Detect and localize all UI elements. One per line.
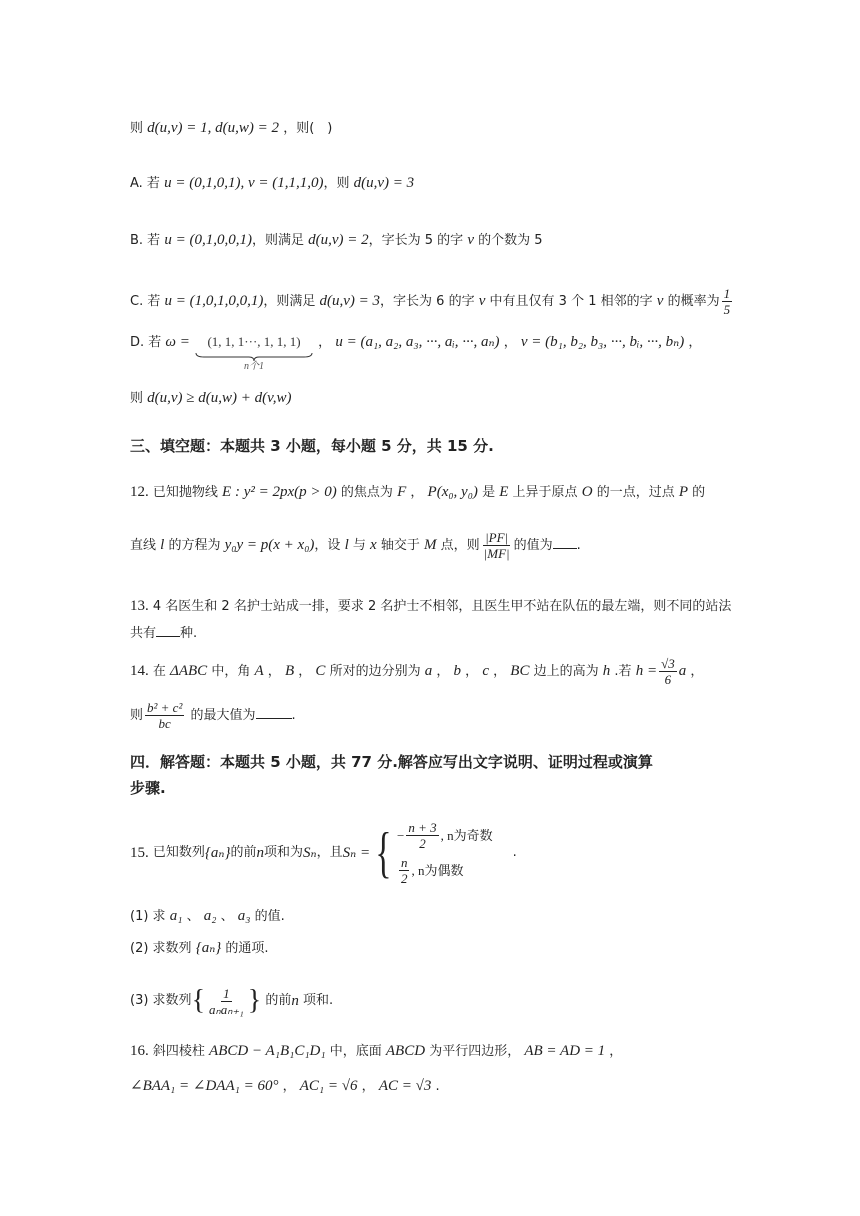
q12-text2: 的焦点为	[340, 485, 393, 500]
q14-fraction2	[145, 700, 184, 731]
q14-text5: 所对的边分别为	[329, 664, 421, 679]
q12-math11: M	[424, 537, 437, 553]
q14-text3: ，	[267, 664, 281, 679]
left-curly-icon: {	[191, 985, 206, 1016]
q16-math4: ∠BAA₁ = ∠DAA₁ = 60°	[130, 1078, 279, 1094]
q16-text4: ，	[609, 1044, 623, 1059]
option-c-frac-num: 1	[723, 286, 731, 301]
q16-text2: 中，底面	[329, 1044, 382, 1059]
q14-text7: ，	[465, 664, 479, 679]
option-a-text: ，则	[323, 176, 350, 191]
q12-text15: .	[576, 538, 581, 553]
q14-math4: C	[315, 663, 326, 679]
q15-sub3	[130, 980, 730, 1022]
q12-text1: 已知抛物线	[152, 485, 218, 500]
q15-math3: Sₙ	[303, 845, 317, 861]
q15-case2-text: , n为偶数	[411, 862, 464, 878]
q15-sub1-sep2: 、	[220, 909, 234, 924]
q14-number: 14.	[130, 663, 149, 679]
option-c-math2: d(u,v) = 3	[319, 293, 381, 309]
option-a-math1: u = (0,1,0,1), v = (1,1,1,0)	[164, 175, 324, 191]
q15-sub3-n: n	[291, 993, 299, 1009]
q12-math6: P	[678, 484, 689, 500]
q15-case2-num: n	[400, 855, 408, 870]
q15-sub1-label: (1) 求	[130, 909, 166, 924]
q14-text8: ，	[493, 664, 507, 679]
q12-math7: l	[160, 537, 165, 553]
q14-answer-blank[interactable]	[256, 706, 292, 719]
option-a	[130, 173, 730, 194]
option-d-sep1: ，	[318, 335, 332, 350]
q16-text7: .	[435, 1079, 440, 1094]
option-d-label: D. 若	[130, 335, 162, 350]
q15-sub1-a1: a₁	[169, 908, 183, 924]
q12-text3: ，	[410, 485, 424, 500]
q15-sub3-frac	[207, 986, 246, 1017]
section-3-heading: 三、填空题：本题共 3 小题，每小题 5 分，共 15 分.	[130, 437, 494, 455]
option-b-math1: u = (0,1,0,0,1)	[164, 232, 252, 248]
q15-sub3-mid: 的前	[265, 993, 292, 1008]
q15-sub2-label: (2) 求数列	[130, 941, 192, 956]
q12-text13: 点，则	[440, 538, 480, 553]
question-12-line2	[130, 530, 730, 570]
q14-frac2-den: bc	[158, 716, 171, 731]
q13-number: 13.	[130, 598, 149, 614]
q15-case-even	[397, 855, 493, 886]
q14-text14: .	[291, 708, 296, 723]
section-4-heading-2: 步骤.	[130, 779, 166, 797]
q13-text2: 共有	[130, 626, 157, 641]
question-14-line1	[130, 656, 730, 690]
q16-math2: ABCD	[385, 1043, 426, 1059]
option-d-concl-math: d(u,v) ≥ d(u,w) + d(v,w)	[147, 390, 292, 406]
q15-math4: Sₙ =	[342, 845, 371, 861]
option-a-label: A. 若	[130, 176, 160, 191]
q14-math10: h =	[635, 663, 658, 679]
q15-case2-frac	[399, 855, 410, 886]
q12-number: 12.	[130, 484, 149, 500]
option-c-math1: u = (1,0,1,0,0,1)	[164, 293, 264, 309]
question-15-line1	[130, 822, 730, 884]
q14-math6: b	[453, 663, 462, 679]
q14-text1: 在	[152, 664, 166, 679]
option-d-u-def: u = (a₁, a₂, a₃, ···, aᵢ, ···, aₙ)	[335, 334, 500, 350]
intro-condition: d(u,v) = 1, d(u,w) = 2	[147, 120, 280, 136]
option-c-text4: 的概率为	[667, 294, 720, 309]
q12-fraction	[482, 530, 512, 561]
option-c-text1: ，则满足	[263, 294, 316, 309]
option-c-text3: 中有且仅有 3 个 1 相邻的字	[489, 294, 653, 309]
q15-sub1-a2: a₂	[203, 908, 217, 924]
question-13-line1	[130, 596, 730, 617]
option-d-w-lhs: ω =	[165, 334, 190, 350]
q15-cases	[397, 820, 493, 886]
section-4-heading-1: 四．解答题：本题共 5 小题，共 77 分.解答应写出文字说明、证明过程或演算	[130, 753, 653, 771]
q12-text6: 的一点，过点	[596, 485, 675, 500]
right-curly-icon: }	[247, 985, 262, 1016]
q15-text1: 已知数列	[152, 845, 205, 860]
q14-text11: ，	[690, 664, 704, 679]
q12-text14: 的值为	[513, 538, 553, 553]
q15-text4: ，且	[316, 845, 343, 860]
q12-text12: 轴交于	[380, 538, 420, 553]
q14-fraction	[659, 656, 677, 687]
q14-math2: A	[254, 663, 264, 679]
intro-suffix: ，则( )	[283, 121, 333, 136]
q15-case1-text: , n为奇数	[440, 827, 493, 843]
q14-text13: 的最大值为	[190, 708, 256, 723]
q14-frac2-num: b² + c²	[147, 700, 183, 715]
q12-text8: 直线	[130, 538, 157, 553]
option-d-v-def: v = (b₁, b₂, b₃, ···, bᵢ, ···, bₙ)	[520, 334, 685, 350]
q15-piecewise	[370, 820, 493, 886]
q16-math1: ABCD − A₁B₁C₁D₁	[209, 1043, 326, 1059]
q15-sub1-a3: a₃	[237, 908, 251, 924]
q15-sub2-math: {aₙ}	[195, 940, 222, 956]
q14-text2: 中，角	[211, 664, 251, 679]
q15-text3: 项和为	[264, 845, 304, 860]
q12-frac-num: |PF|	[485, 530, 509, 545]
q15-sub3-end: 项和.	[303, 993, 334, 1008]
option-c-text2: ，字长为 6 的字	[380, 294, 475, 309]
q14-math5: a	[424, 663, 433, 679]
q15-text5: .	[512, 845, 517, 860]
q14-math11: a	[678, 663, 687, 679]
question-16-line2	[130, 1076, 730, 1097]
q14-frac-num: √3	[661, 656, 675, 671]
q12-math5: O	[581, 484, 593, 500]
question-14-line2	[130, 700, 730, 736]
q12-math10: x	[370, 537, 377, 553]
q15-sub2	[130, 938, 730, 959]
q12-math4: E	[499, 484, 509, 500]
q14-math3: B	[284, 663, 295, 679]
intro-prefix: 则	[130, 121, 144, 136]
q15-number: 15.	[130, 845, 149, 861]
q15-math1: {aₙ}	[204, 845, 231, 861]
option-b-math3: v	[467, 232, 474, 248]
q16-text5: ，	[282, 1079, 296, 1094]
option-c-math4: v	[656, 293, 664, 309]
q16-text6: ，	[361, 1079, 375, 1094]
option-d-sep3: ，	[688, 335, 702, 350]
option-c-label: C. 若	[130, 294, 161, 309]
q15-case-odd	[397, 820, 493, 851]
q15-case1-sign: −	[396, 827, 405, 843]
option-a-math2: d(u,v) = 3	[353, 175, 415, 191]
option-d-sep2: ，	[503, 335, 517, 350]
q15-sub1-sep1: 、	[186, 909, 200, 924]
q12-math3: P(x₀, y₀)	[427, 484, 478, 500]
q16-math5: AC₁ = √6	[299, 1078, 358, 1094]
option-d-concl-prefix: 则	[130, 391, 144, 406]
option-c-frac-den: 5	[723, 302, 731, 317]
option-c-math3: v	[478, 293, 486, 309]
q15-case2-den: 2	[400, 871, 408, 886]
q13-text1: 4 名医生和 2 名护士站成一排，要求 2 名护士不相邻，且医生甲不站在队伍的最左端，则不同的站法	[152, 599, 732, 614]
q12-answer-blank[interactable]	[553, 536, 577, 549]
q14-text9: 边上的高为	[533, 664, 599, 679]
option-d-brace-top: (1, 1, 1···, 1, 1, 1)	[207, 334, 301, 349]
question-12-line1	[130, 482, 730, 503]
q12-text5: 上异于原点	[512, 485, 578, 500]
option-b-text2: ，字长为 5 的字	[368, 233, 464, 248]
q16-text1: 斜四棱柱	[152, 1044, 205, 1059]
q12-math1: E : y² = 2px(p > 0)	[222, 484, 337, 500]
q14-math8: BC	[510, 663, 530, 679]
option-b-label: B. 若	[130, 233, 161, 248]
q15-sub3-label: (3) 求数列	[130, 993, 192, 1008]
q12-text4: 是	[482, 485, 496, 500]
q12-math9: l	[344, 537, 349, 553]
q15-case1-den: 2	[419, 836, 426, 851]
q15-math2: n	[256, 845, 264, 861]
q15-text2: 的前	[230, 845, 257, 860]
q16-number: 16.	[130, 1043, 149, 1059]
q14-text10: .若	[614, 664, 632, 679]
q12-math2: F	[397, 484, 407, 500]
question-13-line2	[130, 624, 730, 644]
q16-math3: AB = AD = 1	[524, 1043, 606, 1059]
q16-text3: 为平行四边形，	[429, 1044, 521, 1059]
q14-text4: ，	[298, 664, 312, 679]
option-c	[130, 286, 730, 317]
q15-sub3-num: 1	[223, 985, 230, 1001]
q14-math9: h	[602, 663, 611, 679]
option-b-math2: d(u,v) = 2	[308, 232, 369, 248]
q12-frac-den: |MF|	[483, 546, 510, 561]
q15-case1-num: n + 3	[408, 820, 437, 835]
q12-text11: 与	[352, 538, 366, 553]
q12-text9: 的方程为	[168, 538, 221, 553]
q12-text10: ，设	[314, 538, 341, 553]
q14-math1: ΔABC	[170, 663, 208, 679]
q14-text12: 则	[130, 708, 144, 723]
option-d	[130, 332, 730, 372]
q14-math7: c	[482, 663, 489, 679]
q12-text7: 的	[692, 485, 706, 500]
q15-sub1	[130, 906, 730, 927]
q15-sub2-end: 的通项.	[225, 941, 269, 956]
q14-frac-den: 6	[664, 672, 672, 687]
option-d-underbrace	[194, 332, 314, 372]
q15-sub1-end: 的值.	[254, 909, 285, 924]
q15-case1-frac	[406, 820, 438, 851]
left-brace-icon: {	[375, 822, 392, 884]
q16-math6: AC = √3	[378, 1078, 432, 1094]
option-d-conclusion	[130, 388, 730, 409]
option-b-text1: ，则满足	[251, 233, 304, 248]
q14-text6: ，	[436, 664, 450, 679]
intro-line	[130, 118, 730, 139]
q12-math8: y₀y = p(x + x₀)	[224, 537, 315, 553]
option-b-text3: 的个数为 5	[478, 233, 543, 248]
option-c-fraction	[722, 286, 733, 317]
q13-answer-blank[interactable]	[156, 624, 180, 637]
option-d-brace-bottom: n个1	[244, 361, 265, 372]
q15-sub3-den: aₙaₙ₊₁	[209, 1001, 244, 1017]
option-b	[130, 230, 730, 251]
q13-text3: 种.	[180, 626, 198, 641]
question-16-line1	[130, 1041, 730, 1062]
